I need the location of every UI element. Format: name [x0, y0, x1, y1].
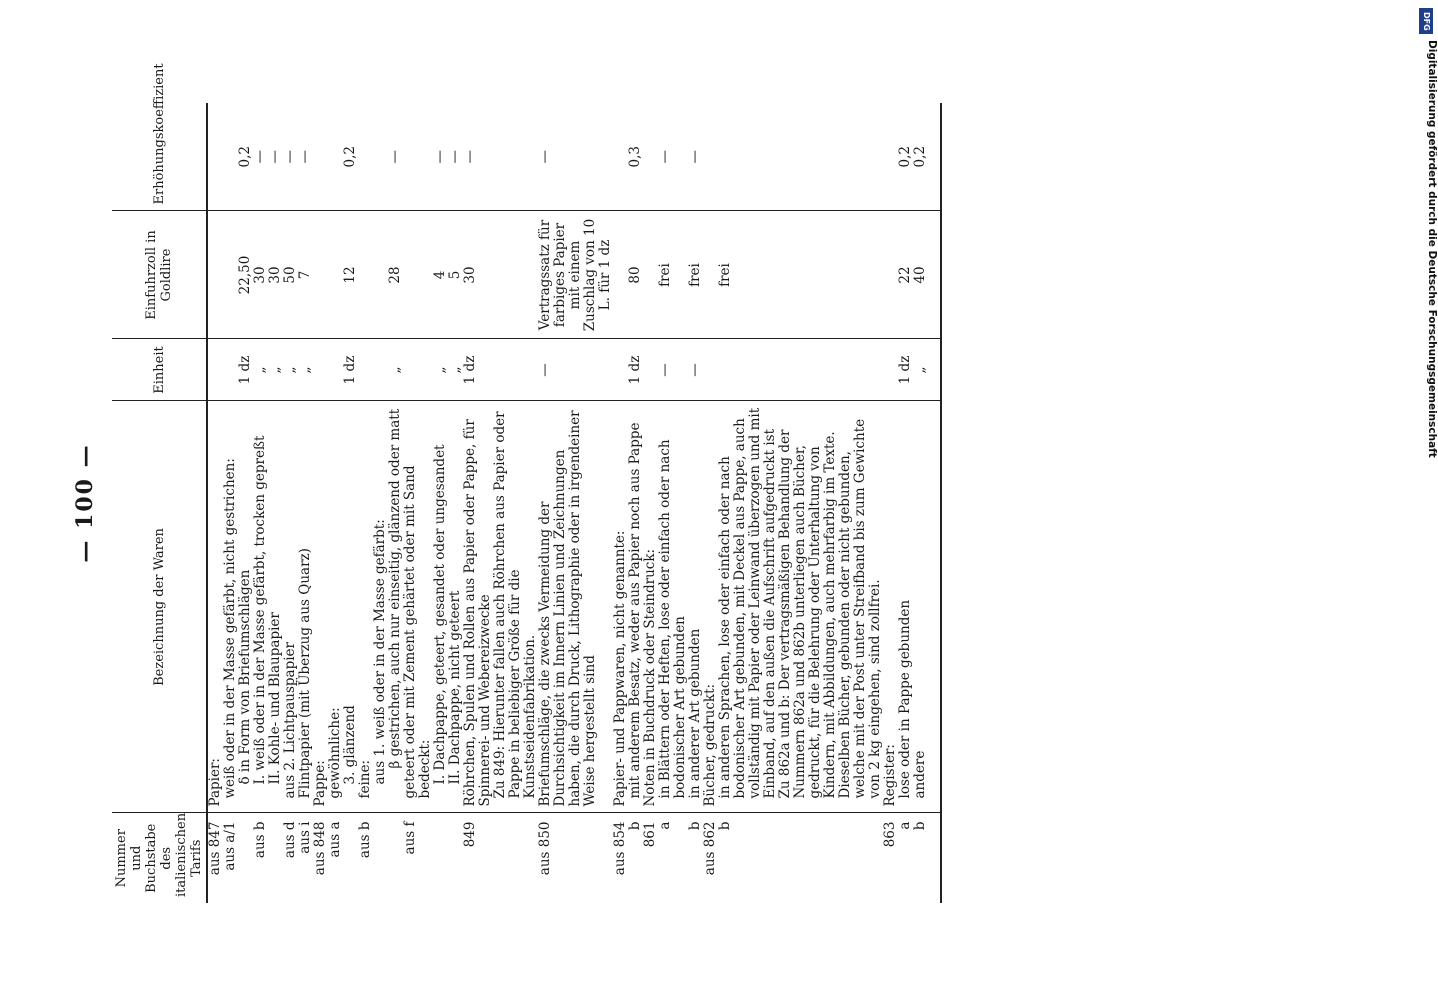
row-unit: — [538, 339, 613, 401]
row-coefficient: — [268, 103, 283, 211]
header-description: Bezeichnung der Waren [112, 401, 207, 813]
row-description: Pappe: [313, 401, 328, 813]
row-coefficient [358, 103, 373, 211]
row-coefficient [883, 103, 898, 211]
row-coefficient: — [283, 103, 298, 211]
table-row [253, 103, 268, 903]
row-description: II. Dachpappe, nicht geteert [448, 401, 463, 813]
row-coefficient: — [538, 103, 613, 211]
row-duty [703, 211, 718, 339]
row-description: Briefumschläge, die zwecks Vermeidung der Durchsichtigkeit im Innern Linien und Zeichnungen haben, die durch Druck, Lithographie oder in irgendeiner Weise hergestellt sind [538, 401, 613, 813]
row-description: in Blättern oder Heften, lose oder einfach oder nach bodonischer Art gebunden [658, 401, 688, 813]
row-duty: 80 [628, 211, 643, 339]
row-description: Bücher, gedruckt: [703, 401, 718, 813]
row-number: aus 847 [207, 821, 223, 876]
row-number: aus 848 [312, 821, 328, 876]
row-coefficient [207, 103, 223, 211]
row-duty [207, 211, 223, 339]
row-number: aus a [327, 821, 343, 858]
row-description: aus 2. Lichtpauspapier [283, 401, 298, 813]
row-unit [313, 339, 328, 401]
table-row [328, 103, 343, 903]
row-unit [718, 339, 778, 401]
row-number: 861 [642, 821, 658, 848]
row-coefficient [493, 103, 538, 211]
row-description: in anderer Art gebunden [688, 401, 703, 813]
row-number: aus a/1 [222, 821, 238, 871]
row-unit [403, 339, 433, 401]
table-row [207, 103, 223, 903]
row-description: Zu 849: Hierunter fallen auch Röhrchen aus Papier oder Pappe in beliebiger Größe für die Kunstseidenfabrikation. [493, 401, 538, 813]
row-unit: 1 dz [463, 339, 493, 401]
row-unit: 1 dz [628, 339, 643, 401]
row-duty [613, 211, 628, 339]
row-duty [643, 211, 658, 339]
row-number: 863 [882, 821, 898, 848]
row-duty: 12 [343, 211, 358, 339]
row-duty: 30 [253, 211, 268, 339]
row-unit: „ [913, 339, 928, 401]
row-number [493, 813, 538, 903]
row-description: lose oder in Pappe gebunden [898, 401, 913, 813]
row-coefficient: — [298, 103, 313, 211]
row-number: aus b [357, 821, 373, 859]
header-number: Nummer und Buchstabe des italienischen Tarifs [112, 813, 207, 903]
table-row [313, 103, 328, 903]
row-duty [493, 211, 538, 339]
row-number [238, 813, 253, 903]
row-duty: 50 [283, 211, 298, 339]
row-unit: 1 dz [343, 339, 358, 401]
table-row [433, 103, 448, 903]
row-coefficient: — [448, 103, 463, 211]
digitization-credit [1402, 40, 1438, 458]
row-unit: „ [268, 339, 283, 401]
table-row [778, 103, 838, 903]
row-number: a [897, 821, 913, 830]
row-description: Zu 862a und b: Der vertragsmäßigen Behandlung der Nummern 862a und 862b unterliegen auch Bücher, gedruckt, für die Belehrung oder Unterhaltung von Kindern, mit Abbildungen, auch mehrfarbig im Texte. [778, 401, 838, 813]
table-row [838, 103, 883, 903]
row-number: b [687, 821, 703, 831]
row-duty: 40 [913, 211, 928, 339]
row-duty [838, 211, 883, 339]
row-coefficient [778, 103, 838, 211]
row-number: b [912, 821, 928, 831]
row-unit [328, 339, 343, 401]
table-row [688, 103, 703, 903]
row-unit: 1 dz [898, 339, 913, 401]
row-description: Register: [883, 401, 898, 813]
row-unit [703, 339, 718, 401]
row-coefficient: 0,2 [898, 103, 913, 211]
row-number [388, 813, 403, 903]
row-number: aus b [252, 821, 268, 859]
table-row [613, 103, 628, 903]
header-duty: Einfuhrzoll in Goldlire [112, 211, 207, 339]
row-description: β gestrichen, auch nur einseitig, glänzend oder matt [388, 401, 403, 813]
row-coefficient [613, 103, 628, 211]
row-description: 3. glänzend [343, 401, 358, 813]
row-coefficient: 0,3 [628, 103, 643, 211]
row-coefficient: — [253, 103, 268, 211]
row-duty [358, 211, 373, 339]
row-unit [223, 339, 238, 401]
row-duty [403, 211, 433, 339]
row-coefficient: 0,2 [238, 103, 253, 211]
table-row [343, 103, 358, 903]
row-coefficient [718, 103, 778, 211]
row-number [778, 813, 838, 903]
row-coefficient [328, 103, 343, 211]
row-duty [373, 211, 388, 339]
table-row [538, 103, 613, 903]
row-description: Röhrchen, Spulen und Rollen aus Papier oder Pappe, für Spinnerei- und Webereizwecke [463, 401, 493, 813]
table-row [658, 103, 688, 903]
row-number [448, 813, 463, 903]
row-description: gewöhnliche: [328, 401, 343, 813]
row-number: b [627, 821, 643, 831]
row-number [433, 813, 448, 903]
row-number [373, 813, 388, 903]
row-duty: frei [688, 211, 703, 339]
row-description: Flintpapier (mit Überzug aus Quarz) [298, 401, 313, 813]
table-row [463, 103, 493, 903]
row-number: aus 854 [612, 821, 628, 876]
row-description: Papier: [207, 401, 223, 813]
table-row [223, 103, 238, 903]
row-description: II. Kohle- und Blaupapier [268, 401, 283, 813]
row-duty [313, 211, 328, 339]
row-duty: Vertragssatz für farbiges Papier mit einem Zuschlag von 10 L. für 1 dz [538, 211, 613, 339]
row-number: aus d [282, 821, 298, 859]
row-coefficient [703, 103, 718, 211]
table-row [298, 103, 313, 903]
row-number [343, 813, 358, 903]
row-unit [493, 339, 538, 401]
row-unit [358, 339, 373, 401]
row-unit: — [688, 339, 703, 401]
header-unit: Einheit [112, 339, 207, 401]
row-unit: „ [253, 339, 268, 401]
row-number: aus 862 [702, 821, 718, 876]
row-unit: „ [283, 339, 298, 401]
row-duty [778, 211, 838, 339]
row-unit [778, 339, 838, 401]
row-description: I. weiß oder in der Masse gefärbt, trocken gepreßt [253, 401, 268, 813]
row-unit: „ [448, 339, 463, 401]
row-coefficient: — [658, 103, 688, 211]
row-number: aus f [402, 821, 418, 855]
row-coefficient [373, 103, 388, 211]
row-duty [223, 211, 238, 339]
table-row [448, 103, 463, 903]
row-unit: — [658, 339, 688, 401]
row-duty: frei [658, 211, 688, 339]
table-row [403, 103, 433, 903]
table-row [913, 103, 928, 903]
row-unit: „ [298, 339, 313, 401]
row-number: aus 850 [537, 821, 553, 876]
row-coefficient [403, 103, 433, 211]
row-coefficient [223, 103, 238, 211]
table-body [207, 103, 928, 903]
table-row [643, 103, 658, 903]
table-row [358, 103, 373, 903]
row-number [838, 813, 883, 903]
row-number: 849 [462, 821, 478, 848]
table-row [898, 103, 913, 903]
row-description: feine: [358, 401, 373, 813]
row-unit: „ [433, 339, 448, 401]
table-row [283, 103, 298, 903]
row-number: b [717, 821, 733, 831]
row-duty: 7 [298, 211, 313, 339]
row-description: I. Dachpappe, geteert, gesandet oder ungesandet [433, 401, 448, 813]
row-coefficient: 0,2 [913, 103, 928, 211]
row-unit [373, 339, 388, 401]
row-unit [207, 339, 223, 401]
row-description: mit anderem Besatz, weder aus Papier noch aus Pappe [628, 401, 643, 813]
table-row [388, 103, 403, 903]
row-description: Dieselben Bücher, gebunden oder nicht gebunden, welche mit der Post unter Streifband bis zum Gewichte von 2 kg eingehen, sind zollfrei. [838, 401, 883, 813]
tariff-table [112, 63, 942, 903]
row-duty: 30 [268, 211, 283, 339]
row-description: Papier- und Pappwaren, nicht genannte: [613, 401, 628, 813]
row-duty: 4 [433, 211, 448, 339]
row-number: aus i [297, 821, 313, 854]
row-coefficient: 0,2 [343, 103, 358, 211]
row-coefficient [838, 103, 883, 211]
dfg-logo: DFG [1419, 8, 1433, 34]
row-duty: 22,50 [238, 211, 253, 339]
table-row [628, 103, 643, 903]
row-duty: 22 [898, 211, 913, 339]
row-coefficient: — [433, 103, 448, 211]
row-unit [838, 339, 883, 401]
row-coefficient [313, 103, 328, 211]
row-duty: 28 [388, 211, 403, 339]
row-description: in anderen Sprachen, lose oder einfach oder nach bodonischer Art gebunden, mit Deckel aus Pappe, auch vollständig mit Papier oder Leinwand überzogen und mit Einband, auf den außen die Aufschrift aufgedruckt ist [718, 401, 778, 813]
row-duty [883, 211, 898, 339]
table-row [718, 103, 778, 903]
row-description: andere [913, 401, 928, 813]
row-unit: „ [388, 339, 403, 401]
row-number [268, 813, 283, 903]
row-number: a [657, 821, 673, 830]
table-row [493, 103, 538, 903]
row-coefficient: — [463, 103, 493, 211]
table-row [238, 103, 253, 903]
row-duty: 30 [463, 211, 493, 339]
table-row [703, 103, 718, 903]
row-description: δ in Form von Briefumschlägen [238, 401, 253, 813]
row-description: weiß oder in der Masse gefärbt, nicht gestrichen: [223, 401, 238, 813]
row-unit: 1 dz [238, 339, 253, 401]
table-row [268, 103, 283, 903]
row-coefficient [643, 103, 658, 211]
row-duty [328, 211, 343, 339]
credit-text: Digitalisierung gefördert durch die Deutsche Forschungsgemeinschaft [1426, 40, 1438, 458]
row-description: aus 1. weiß oder in der Masse gefärbt: [373, 401, 388, 813]
row-duty: 5 [448, 211, 463, 339]
page-number: — 100 — [72, 443, 98, 563]
row-coefficient: — [688, 103, 703, 211]
row-description: geteert oder mit Zement gehärtet oder mit Sand bedeckt: [403, 401, 433, 813]
row-description: Noten in Buchdruck oder Steindruck: [643, 401, 658, 813]
row-unit [613, 339, 628, 401]
row-unit [883, 339, 898, 401]
row-unit [643, 339, 658, 401]
header-coefficient: Erhöhungskoeffizient [112, 103, 207, 211]
table-row [373, 103, 388, 903]
rotated-page [72, 63, 1292, 903]
table-row [883, 103, 898, 903]
row-duty: frei [718, 211, 778, 339]
row-coefficient: — [388, 103, 403, 211]
